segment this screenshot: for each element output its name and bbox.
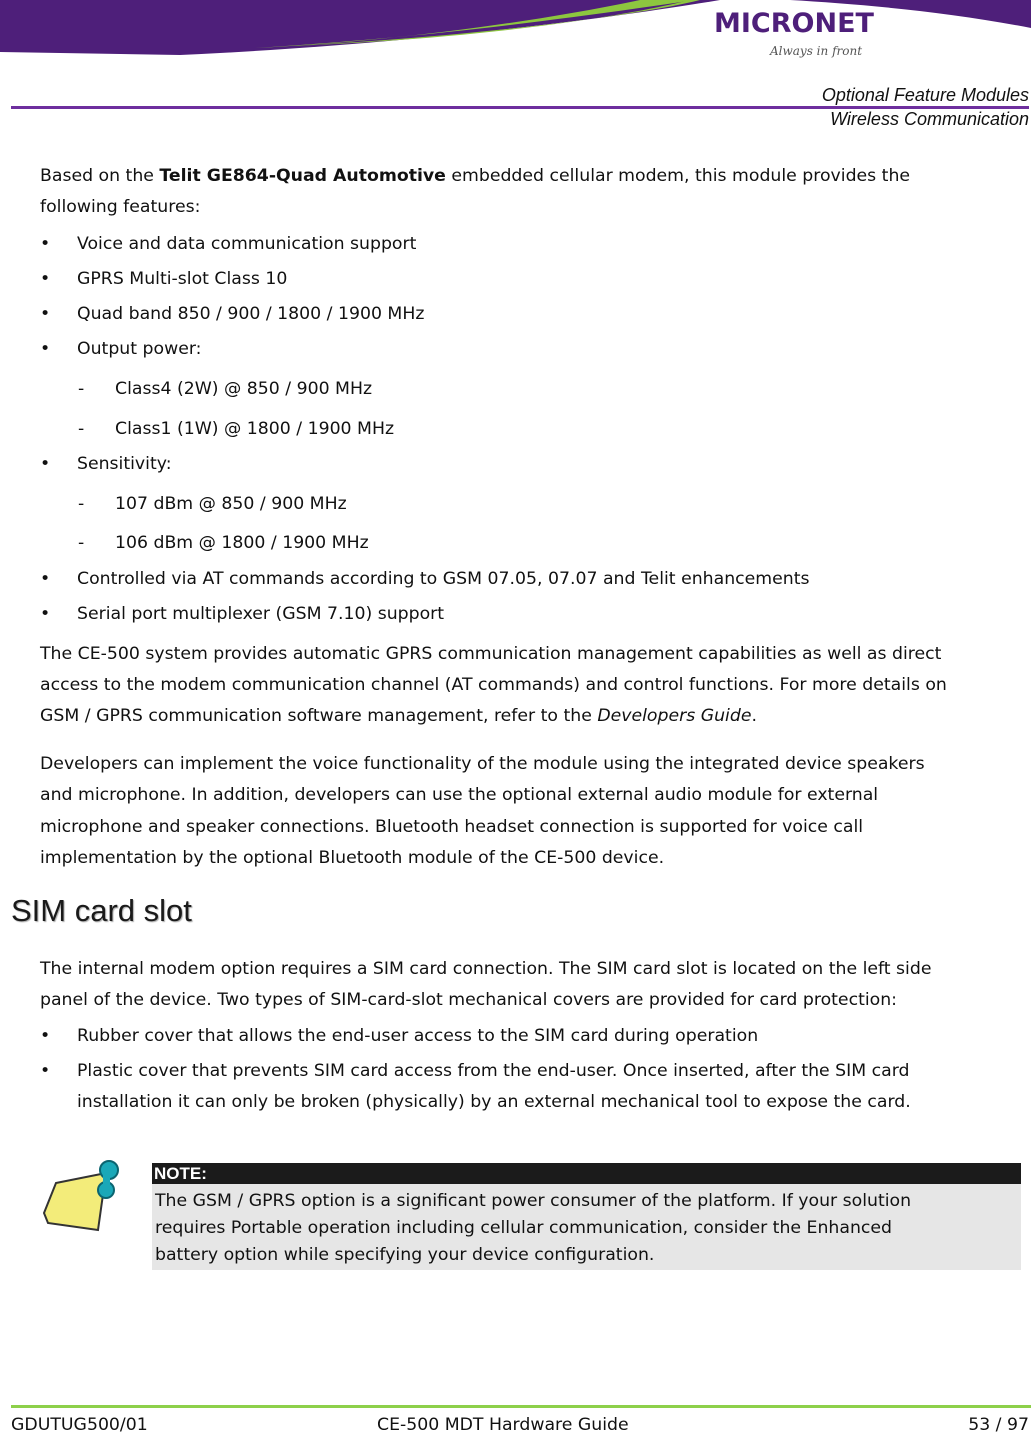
paragraph-line: Developers can implement the voice functionality of the module using the integrated device speakers xyxy=(40,754,925,774)
list-item-continuation: installation it can only be broken (physically) by an external mechanical tool to expose the card. xyxy=(77,1092,911,1112)
note-pin-icon xyxy=(36,1155,136,1240)
footer-divider xyxy=(11,1405,1031,1408)
footer-doc-id: GDUTUG500/01 xyxy=(11,1415,148,1435)
paragraph-line: implementation by the optional Bluetooth module of the CE-500 device. xyxy=(40,848,665,868)
page-number: 53 / 97 xyxy=(968,1415,1029,1435)
note-line: battery option while specifying your device configuration. xyxy=(155,1245,655,1265)
paragraph-line: and microphone. In addition, developers can use the optional external audio module for external xyxy=(40,785,879,805)
logo: MICRONET xyxy=(714,8,874,39)
note-body xyxy=(152,1184,1021,1270)
note-title: NOTE: xyxy=(152,1163,1021,1184)
paragraph-line: The CE-500 system provides automatic GPRS communication management capabilities as well as direct xyxy=(40,644,942,664)
header-section: Optional Feature Modules xyxy=(821,85,1029,105)
developers-guide-ref: Developers Guide xyxy=(597,706,752,726)
footer-title: CE-500 MDT Hardware Guide xyxy=(377,1415,629,1435)
intro-line-2: following features: xyxy=(40,197,201,217)
header-subsection: Wireless Communication xyxy=(830,109,1029,129)
paragraph-line: The internal modem option requires a SIM card connection. The SIM card slot is located on the left side xyxy=(40,959,932,979)
paragraph-line: GSM / GPRS communication software management, refer to the Developers Guide. xyxy=(40,706,757,726)
intro-line: Based on the Telit GE864-Quad Automotive embedded cellular modem, this module provides the xyxy=(40,166,911,186)
paragraph-line: panel of the device. Two types of SIM-card-slot mechanical covers are provided for card protection: xyxy=(40,990,897,1010)
note-line: The GSM / GPRS option is a significant power consumer of the platform. If your solution xyxy=(155,1191,912,1211)
paragraph-line: access to the modem communication channel (AT commands) and control functions. For more details on xyxy=(40,675,947,695)
section-heading: SIM card slot xyxy=(11,893,192,928)
paragraph-line: microphone and speaker connections. Bluetooth headset connection is supported for voice call xyxy=(40,817,864,837)
note-line: requires Portable operation including cellular communication, consider the Enhanced xyxy=(155,1218,893,1238)
header-banner xyxy=(0,0,1031,62)
logo-tagline: Always in front xyxy=(770,44,863,58)
